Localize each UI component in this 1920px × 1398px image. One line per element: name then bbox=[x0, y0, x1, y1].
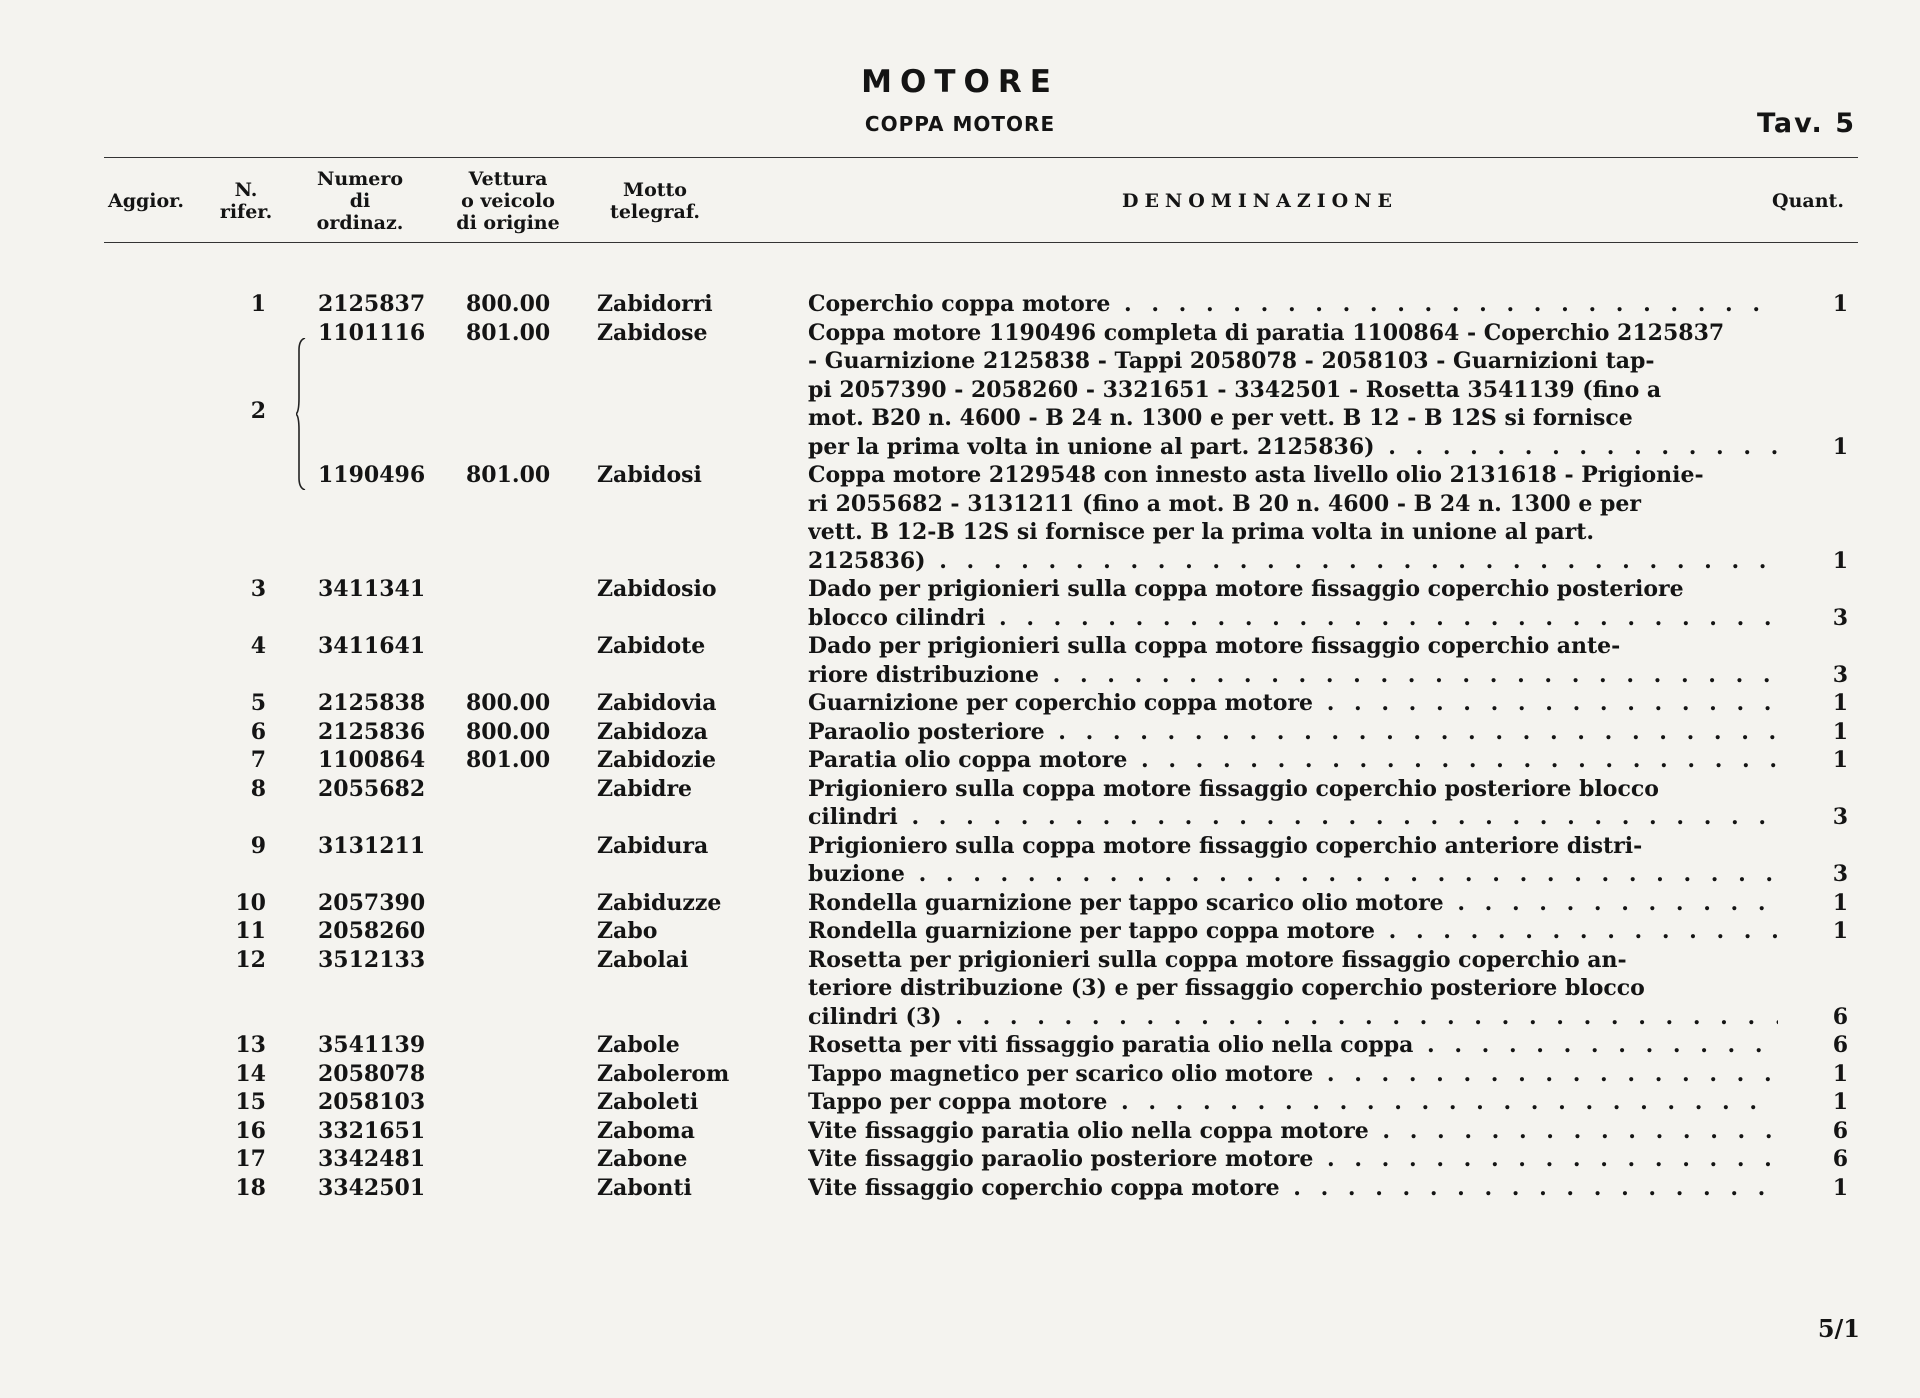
description-line: Dado per prigionieri sulla coppa motore fissaggio coperchio posteriore bbox=[808, 576, 1684, 602]
row-telegraph-code: Zabolerom bbox=[597, 1060, 730, 1087]
parts-table bbox=[0, 290, 1920, 1202]
row-telegraph-code: Zabolai bbox=[597, 946, 689, 973]
row-vehicle-origin: 800.00 bbox=[466, 690, 551, 716]
row-description bbox=[808, 718, 1778, 747]
row-ref-number: 1 bbox=[250, 291, 266, 317]
row-quantity: 6 bbox=[1832, 1117, 1848, 1144]
row-ref-number: 11 bbox=[235, 918, 266, 944]
row-quantity: 1 bbox=[1832, 747, 1848, 773]
row-telegraph-code: Zabidozie bbox=[597, 747, 716, 773]
table-row bbox=[0, 1031, 1920, 1060]
description-line: Rosetta per viti fissaggio paratia olio nella coppa . . . bbox=[808, 1031, 1778, 1060]
row-order-number: 3512133 bbox=[318, 946, 426, 973]
row-description bbox=[808, 775, 1778, 832]
table-reference: Tav. 5 bbox=[1757, 108, 1856, 139]
row-quantity: 1 bbox=[1832, 291, 1848, 317]
row-description bbox=[808, 1145, 1778, 1174]
table-row bbox=[0, 1088, 1920, 1117]
description-line: buzione . . . bbox=[808, 860, 1778, 889]
row-telegraph-code: Zabidre bbox=[597, 775, 693, 802]
row-order-number: 2058260 bbox=[318, 918, 426, 944]
row-telegraph-code: Zabidura bbox=[597, 832, 709, 859]
table-row bbox=[0, 1174, 1920, 1203]
row-ref-number: 3 bbox=[250, 576, 266, 602]
row-quantity: 1 bbox=[1832, 1060, 1848, 1087]
col-header-aggior: Aggior. bbox=[107, 190, 185, 212]
row-order-number: 3131211 bbox=[318, 832, 426, 859]
row-quantity: 1 bbox=[1832, 547, 1848, 574]
description-line: teriore distribuzione (3) e per fissaggio coperchio posteriore blocco bbox=[808, 975, 1645, 1001]
row-order-number: 3541139 bbox=[318, 1032, 426, 1058]
row-ref-number: 4 bbox=[250, 633, 266, 659]
table-row bbox=[0, 746, 1920, 775]
description-line: Coppa motore 1190496 completa di paratia 1100864 - Coperchio 2125837 bbox=[808, 319, 1725, 346]
row-ref-number: 10 bbox=[235, 889, 266, 916]
description-line: Vite fissaggio paratia olio nella coppa motore . . . bbox=[808, 1117, 1778, 1146]
row-vehicle-origin: 800.00 bbox=[466, 291, 551, 317]
row-description bbox=[808, 917, 1778, 946]
row-order-number: 1100864 bbox=[318, 747, 426, 773]
table-row bbox=[0, 946, 1920, 1032]
row-description bbox=[808, 632, 1778, 689]
description-line: pi 2057390 - 2058260 - 3321651 - 3342501 - Rosetta 3541139 (fino a bbox=[808, 376, 1662, 403]
description-line: ri 2055682 - 3131211 (fino a mot. B 20 n. 4600 - B 24 n. 1300 e per bbox=[808, 490, 1641, 517]
description-line: cilindri (3) . . . bbox=[808, 1003, 1778, 1032]
row-order-number: 2125838 bbox=[318, 690, 426, 716]
row-telegraph-code: Zabidorri bbox=[597, 291, 713, 317]
description-line: Dado per prigionieri sulla coppa motore fissaggio coperchio ante- bbox=[808, 633, 1621, 659]
row-order-number: 3411641 bbox=[318, 633, 426, 659]
group-brace bbox=[296, 338, 306, 490]
row-quantity: 1 bbox=[1832, 718, 1848, 745]
row-telegraph-code: Zabole bbox=[597, 1032, 680, 1058]
table-row bbox=[0, 290, 1920, 319]
row-description bbox=[808, 461, 1778, 575]
row-telegraph-code: Zaboma bbox=[597, 1117, 695, 1144]
row-order-number: 2055682 bbox=[318, 775, 426, 802]
row-ref-number: 7 bbox=[250, 747, 266, 773]
row-ref-number: 13 bbox=[235, 1032, 266, 1058]
row-description bbox=[808, 832, 1778, 889]
col-header-vettura: Vettura o veicolo di origine bbox=[456, 168, 560, 234]
description-line: - Guarnizione 2125838 - Tappi 2058078 - 2058103 - Guarnizioni tap- bbox=[808, 348, 1655, 374]
row-order-number: 3321651 bbox=[318, 1117, 426, 1144]
description-line: vett. B 12-B 12S si fornisce per la prima volta in unione al part. bbox=[808, 519, 1595, 545]
group-ref-label: 2 bbox=[250, 398, 266, 424]
table-row bbox=[0, 917, 1920, 946]
header-top-rule bbox=[104, 157, 1858, 158]
row-quantity: 6 bbox=[1832, 1032, 1848, 1058]
row-ref-number: 8 bbox=[250, 775, 266, 802]
description-line: Tappo magnetico per scarico olio motore . . . bbox=[808, 1060, 1778, 1089]
row-telegraph-code: Zabidose bbox=[597, 319, 708, 346]
row-vehicle-origin: 801.00 bbox=[466, 747, 551, 773]
row-quantity: 6 bbox=[1832, 1146, 1848, 1172]
row-vehicle-origin: 801.00 bbox=[466, 319, 551, 346]
description-line: riore distribuzione . . . bbox=[808, 661, 1778, 690]
table-row bbox=[0, 718, 1920, 747]
description-line: Coperchio coppa motore . . . bbox=[808, 290, 1778, 319]
table-row bbox=[0, 832, 1920, 889]
row-description bbox=[808, 1031, 1778, 1060]
row-order-number: 1101116 bbox=[318, 319, 426, 346]
row-description bbox=[808, 1174, 1778, 1203]
row-telegraph-code: Zabiduzze bbox=[597, 889, 722, 916]
table-row bbox=[0, 1117, 1920, 1146]
description-line: Paraolio posteriore . . . bbox=[808, 718, 1778, 747]
table-row bbox=[0, 632, 1920, 689]
row-quantity: 1 bbox=[1832, 889, 1848, 916]
col-header-denominazione: DENOMINAZIONE bbox=[1121, 190, 1399, 212]
row-description bbox=[808, 1117, 1778, 1146]
row-order-number: 2125837 bbox=[318, 291, 426, 317]
row-telegraph-code: Zabonti bbox=[597, 1174, 692, 1201]
row-ref-number: 18 bbox=[235, 1174, 266, 1201]
table-row bbox=[0, 889, 1920, 918]
table-row bbox=[0, 1060, 1920, 1089]
row-telegraph-code: Zabidote bbox=[597, 633, 706, 659]
col-header-motto: Motto telegraf. bbox=[610, 179, 700, 223]
description-line: per la prima volta in unione al part. 2125836) . . . bbox=[808, 433, 1778, 462]
row-telegraph-code: Zabidovia bbox=[597, 690, 717, 716]
description-line: 2125836) . . . bbox=[808, 547, 1778, 576]
row-order-number: 2058078 bbox=[318, 1060, 426, 1087]
row-order-number: 2125836 bbox=[318, 718, 426, 745]
row-telegraph-code: Zabidoza bbox=[597, 718, 708, 745]
page-number: 5/1 bbox=[1817, 1314, 1860, 1343]
table-row bbox=[0, 1145, 1920, 1174]
row-ref-number: 9 bbox=[250, 832, 266, 859]
row-ref-number: 15 bbox=[235, 1089, 266, 1115]
row-ref-number: 14 bbox=[235, 1060, 266, 1087]
description-line: Tappo per coppa motore . . . bbox=[808, 1088, 1778, 1117]
row-quantity: 3 bbox=[1832, 604, 1848, 631]
table-row bbox=[0, 319, 1920, 462]
row-quantity: 3 bbox=[1832, 661, 1848, 688]
description-line: Rondella guarnizione per tappo coppa motore . . . bbox=[808, 917, 1778, 946]
table-row bbox=[0, 775, 1920, 832]
row-order-number: 3342501 bbox=[318, 1174, 426, 1201]
row-description bbox=[808, 575, 1778, 632]
row-ref-number: 5 bbox=[250, 690, 266, 716]
row-description bbox=[808, 319, 1778, 462]
description-line: blocco cilindri . . . bbox=[808, 604, 1778, 633]
row-quantity: 6 bbox=[1832, 1003, 1848, 1030]
page-title: MOTORE bbox=[861, 64, 1059, 100]
row-description bbox=[808, 1060, 1778, 1089]
page-subtitle: COPPA MOTORE bbox=[864, 112, 1056, 136]
table-row bbox=[0, 575, 1920, 632]
col-header-numero: Numero di ordinaz. bbox=[316, 168, 404, 234]
row-vehicle-origin: 801.00 bbox=[466, 462, 551, 488]
row-description bbox=[808, 946, 1778, 1032]
description-line: Rosetta per prigionieri sulla coppa motore fissaggio coperchio an- bbox=[808, 946, 1627, 973]
description-line: Prigioniero sulla coppa motore fissaggio coperchio anteriore distri- bbox=[808, 832, 1643, 859]
row-ref-number: 17 bbox=[235, 1146, 266, 1172]
header-bottom-rule bbox=[104, 242, 1858, 243]
row-ref-number: 12 bbox=[235, 946, 266, 973]
row-quantity: 1 bbox=[1832, 1174, 1848, 1201]
description-line: Vite fissaggio coperchio coppa motore . . . bbox=[808, 1174, 1778, 1203]
row-quantity: 1 bbox=[1832, 690, 1848, 716]
col-header-rifer: N. rifer. bbox=[219, 179, 273, 223]
row-description bbox=[808, 1088, 1778, 1117]
row-quantity: 1 bbox=[1832, 433, 1848, 460]
row-quantity: 3 bbox=[1832, 861, 1848, 887]
row-ref-number: 6 bbox=[250, 718, 266, 745]
row-order-number: 2058103 bbox=[318, 1089, 426, 1115]
row-order-number: 1190496 bbox=[318, 462, 426, 488]
row-telegraph-code: Zaboleti bbox=[597, 1089, 699, 1115]
row-telegraph-code: Zabo bbox=[597, 918, 658, 944]
row-telegraph-code: Zabidosio bbox=[597, 576, 717, 602]
row-vehicle-origin: 800.00 bbox=[466, 718, 551, 745]
row-quantity: 1 bbox=[1832, 918, 1848, 944]
row-order-number: 3411341 bbox=[318, 576, 426, 602]
row-description bbox=[808, 290, 1778, 319]
col-header-quant: Quant. bbox=[1772, 190, 1844, 212]
table-row bbox=[0, 461, 1920, 575]
row-telegraph-code: Zabone bbox=[597, 1146, 688, 1172]
row-description bbox=[808, 889, 1778, 918]
row-description bbox=[808, 689, 1778, 718]
description-line: Prigioniero sulla coppa motore fissaggio coperchio posteriore blocco bbox=[808, 775, 1659, 802]
description-line: Paratia olio coppa motore . . . bbox=[808, 746, 1778, 775]
row-quantity: 3 bbox=[1832, 804, 1848, 830]
row-order-number: 2057390 bbox=[318, 889, 426, 916]
description-line: Vite fissaggio paraolio posteriore motore . . . bbox=[808, 1145, 1778, 1174]
description-line: mot. B20 n. 4600 - B 24 n. 1300 e per vett. B 12 - B 12S si fornisce bbox=[808, 405, 1633, 431]
description-line: cilindri . . . bbox=[808, 803, 1778, 832]
description-line: Rondella guarnizione per tappo scarico olio motore . . . bbox=[808, 889, 1778, 918]
row-ref-number: 16 bbox=[235, 1117, 266, 1144]
row-quantity: 1 bbox=[1832, 1089, 1848, 1115]
description-line: Coppa motore 2129548 con innesto asta livello olio 2131618 - Prigionie- bbox=[808, 462, 1704, 488]
description-line: Guarnizione per coperchio coppa motore . . . bbox=[808, 689, 1778, 718]
row-order-number: 3342481 bbox=[318, 1146, 426, 1172]
row-telegraph-code: Zabidosi bbox=[597, 462, 702, 488]
table-row bbox=[0, 689, 1920, 718]
row-description bbox=[808, 746, 1778, 775]
